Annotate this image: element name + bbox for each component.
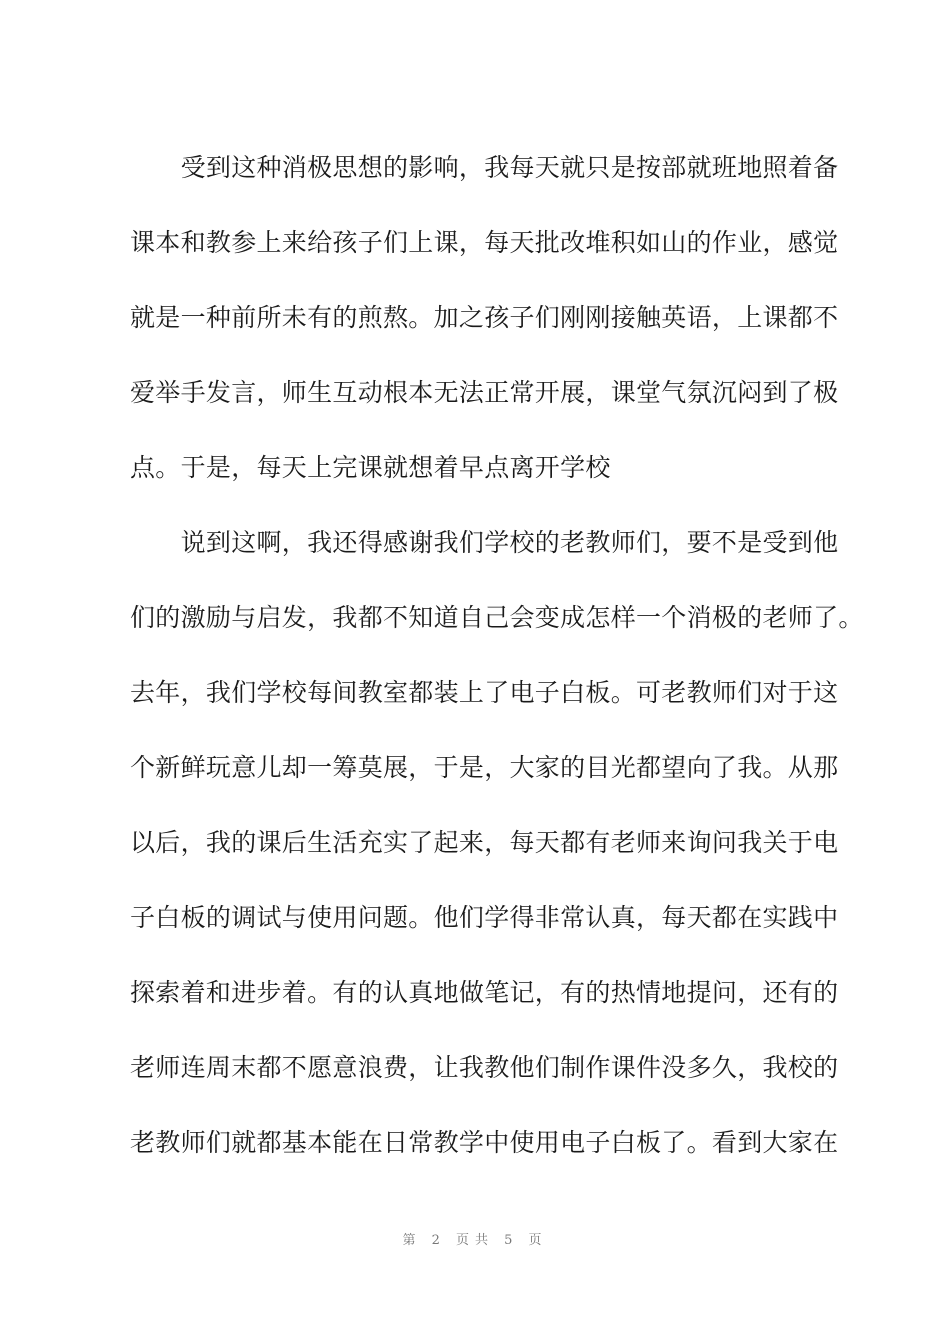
- page-number-label: 第 2 页共 5 页: [402, 1233, 548, 1248]
- text-line: 个新鲜玩意儿却一筹莫展，于是，大家的目光都望向了我。从那: [130, 753, 839, 782]
- text-line: 课本和教参上来给孩子们上课，每天批改堆积如山的作业，感觉: [130, 228, 839, 257]
- text-line: 子白板的调试与使用问题。他们学得非常认真，每天都在实践中: [130, 903, 839, 932]
- text-line: 点。于是，每天上完课就想着早点离开学校: [130, 453, 611, 482]
- text-line: 就是一种前所未有的煎熬。加之孩子们刚刚接触英语，上课都不: [130, 303, 839, 332]
- body-text: [130, 148, 864, 1198]
- text-line: 受到这种消极思想的影响，我每天就只是按部就班地照着备: [130, 153, 839, 182]
- page-footer: [0, 1229, 950, 1248]
- text-line: 们的激励与启发，我都不知道自己会变成怎样一个消极的老师了。: [130, 603, 864, 632]
- text-line: 爱举手发言，师生互动根本无法正常开展，课堂气氛沉闷到了极: [130, 378, 839, 407]
- text-line: 老师连周末都不愿意浪费，让我教他们制作课件没多久，我校的: [130, 1053, 839, 1082]
- text-line: 以后，我的课后生活充实了起来，每天都有老师来询问我关于电: [130, 828, 839, 857]
- text-line: 去年，我们学校每间教室都装上了电子白板。可老教师们对于这: [130, 678, 839, 707]
- text-line: 探索着和进步着。有的认真地做笔记，有的热情地提问，还有的: [130, 978, 839, 1007]
- text-line: 老教师们就都基本能在日常教学中使用电子白板了。看到大家在: [130, 1128, 839, 1157]
- text-line: 说到这啊，我还得感谢我们学校的老教师们，要不是受到他: [130, 528, 839, 557]
